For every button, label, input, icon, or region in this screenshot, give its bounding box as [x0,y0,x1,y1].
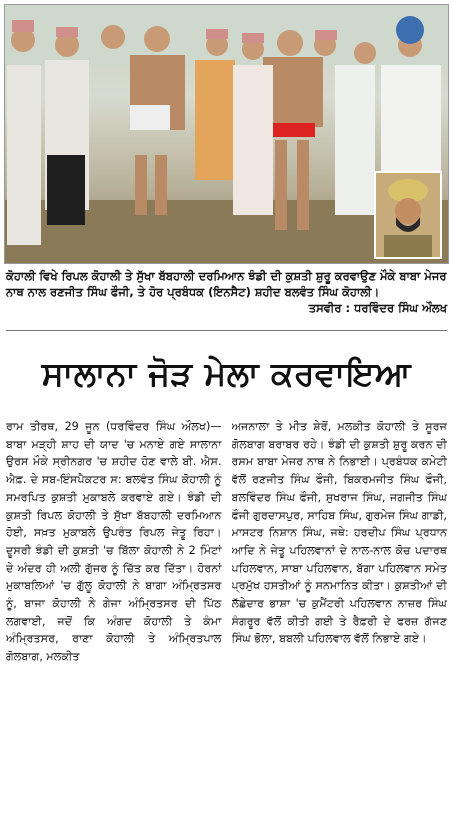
photo-caption [6,268,447,316]
caption-text: ਕੋਹਾਲੀ ਵਿਖੇ ਰਿਪਲ ਕੋਹਾਲੀ ਤੇ ਸੁੱਖਾ ਬੱਬਹਾਲੀ ਦਰਮਿਆਨ ਝੰਡੀ ਦੀ ਕੁਸ਼ਤੀ ਸ਼ੁਰੂ ਕਰਵਾਉਣ ਮੌਕੇ ਬਾਬਾ ਮੇਜਰ ਨਾਥ ਨਾਲ ਰਣਜੀਤ ਸਿੰਘ ਫੌਜੀ, ਤੇ ਹੋਰ ਪ੍ਰਬੰਧਕ (ਇਨਸੈਟ) ਸ਼ਹੀਦ ਬਲਵੰਤ ਸਿੰਘ ਕੋਹਾਲੀ। [6,269,447,299]
headline: ਸਾਲਾਨਾ ਜੋੜ ਮੇਲਾ ਕਰਵਾਇਆ [41,354,412,393]
portrait-illustration [376,173,440,257]
body-column-2: ਅਜਨਾਲਾ ਤੇ ਮੀਤ ਸ਼ੇਰੋਂ, ਮਲਕੀਤ ਕੋਹਾਲੀ ਤੇ ਸੂਰਜ ਗੋਲਬਾਗ ਬਰਾਬਰ ਰਹੇ। ਝੰਡੀ ਦੀ ਕੁਸ਼ਤੀ ਸ਼ੁਰੂ ਕਰਨ ਦੀ ਰਸਮ ਬਾਬਾ ਮੇਜਰ ਨਾਥ ਨੇ ਨਿਭਾਈ। ਪ੍ਰਬੰਧਕ ਕਮੇਟੀ ਵੱਲੋਂ ਰਣਜੀਤ ਸਿੰਘ ਫੌਜੀ, ਬਿਕਰਮਜੀਤ ਸਿੰਘ ਫੌਜੀ, ਬਲਵਿੰਦਰ ਸਿੰਘ ਫੌਜੀ, ਸੁਖਰਾਜ ਸਿੰਘ, ਜਗਜੀਤ ਸਿੰਘ ਫੌਜੀ ਗੁਰਦਾਸਪੁਰ, ਸਾਹਿਬ ਸਿੰਘ, ਗੁਰਮੇਜ ਸਿੰਘ ਗਾਡੀ, ਮਾਸਟਰ ਨਿਸ਼ਾਨ ਸਿੰਘ, ਜਥੇ: ਹਰਦੀਪ ਸਿੰਘ ਪ੍ਰਧਾਨ ਆਦਿ ਨੇ ਜੇਤੂ ਪਹਿਲਵਾਨਾਂ ਦੇ ਨਾਲ-ਨਾਲ ਕੋਚ ਪਦਾਰਥ ਪਹਿਲਵਾਨ, ਸਾਬਾ ਪਹਿਲਵਾਨ, ਬੱਗਾ ਪਹਿਲਵਾਨ ਸਮੇਤ ਪ੍ਰਮੁੱਖ ਹਸਤੀਆਂ ਨੂੰ ਸਨਮਾਨਿਤ ਕੀਤਾ। ਕੁਸ਼ਤੀਆਂ ਦੀ ਲੱਛੇਦਾਰ ਭਾਸ਼ਾ 'ਚ ਕੁਮੈਂਟਰੀ ਪਹਿਲਵਾਨ ਨਾਜ਼ਰ ਸਿੰਘ ਸੰਗਰੂਰ ਵੱਲੋਂ ਕੀਤੀ ਗਈ ਤੇ ਰੈਫ਼ਰੀ ਦੇ ਫਰਜ਼ ਗੱਜਣ ਸਿੰਘ ਭੋਲਾ, ਬਬਲੀ ਪਹਿਲਵਾਲ ਵੱਲੋਂ ਨਿਭਾਏ ਗਏ। [231,420,447,646]
body-column-1: ਰਾਮ ਤੀਰਥ, 29 ਜੂਨ (ਧਰਵਿੰਦਰ ਸਿੰਘ ਔਲਖ)—ਬਾਬਾ ਮੜ੍ਹੀ ਸ਼ਾਹ ਦੀ ਯਾਦ 'ਚ ਮਨਾਏ ਗਏ ਸਾਲਾਨਾ ਉਰਸ ਮੌਕੇ ਸ੍ਰੀਨਗਰ 'ਚ ਸ਼ਹੀਦ ਹੋਣ ਵਾਲੇ ਬੀ. ਐਸ. ਐਫ਼. ਦੇ ਸਬ-ਇੰਸਪੈਕਟਰ ਸ: ਬਲਵੰਤ ਸਿੰਘ ਕੋਹਾਲੀ ਨੂੰ ਸਮਰਪਿਤ ਕੁਸ਼ਤੀ ਮੁਕਾਬਲੇ ਕਰਵਾਏ ਗਏ। ਝੰਡੀ ਦੀ ਕੁਸ਼ਤੀ ਰਿਪਲ ਕੋਹਾਲੀ ਤੇ ਸੁੱਖਾ ਬੱਬਹਾਲੀ ਦਰਮਿਆਨ ਹੋਈ, ਸਖ਼ਤ ਮੁਕਾਬਲੇ ਉਪਰੰਤ ਰਿਪਲ ਜੇਤੂ ਰਿਹਾ। ਦੂਸਰੀ ਝੰਡੀ ਦੀ ਕੁਸ਼ਤੀ 'ਚ ਬਿੱਲਾ ਕੋਹਾਲੀ ਨੇ 2 ਮਿੰਟਾਂ ਦੇ ਅੰਦਰ ਹੀ ਅਲੀ ਗੁੱਜਰ ਨੂੰ ਚਿੱਤ ਕਰ ਦਿੱਤਾ। ਹੋਰਨਾਂ ਮੁਕਾਬਲਿਆਂ 'ਚ ਗੁੱਲੂ ਕੋਹਾਲੀ ਨੇ ਬਾਗਾ ਅੰਮ੍ਰਿਤਸਰ ਨੂੰ, ਬਾਜਾ ਕੋਹਾਲੀ ਨੇ ਗੇਜਾ ਅੰਮ੍ਰਿਤਸਰ ਦੀ ਪਿੱਠ ਲਗਵਾਈ, ਜਦੋਂ ਕਿ ਅੰਗਦ ਕੋਹਾਲੀ ਤੇ ਕੰਮਾ ਅੰਮ੍ਰਿਤਸਰ, ਰਾਣਾ ਕੋਹਾਲੀ ਤੇ ਅੰਮ੍ਰਿਤਪਾਲ ਗੋਲਬਾਗ, ਮਲਕੀਤ [6,420,222,664]
inset-portrait [374,171,442,259]
photo-credit: ਤਸਵੀਰ : ਧਰਵਿੰਦਰ ਸਿੰਘ ਔਲਖ [308,301,447,315]
wrestling-event-photo [4,4,449,264]
divider [6,330,447,331]
article-body [6,418,447,810]
